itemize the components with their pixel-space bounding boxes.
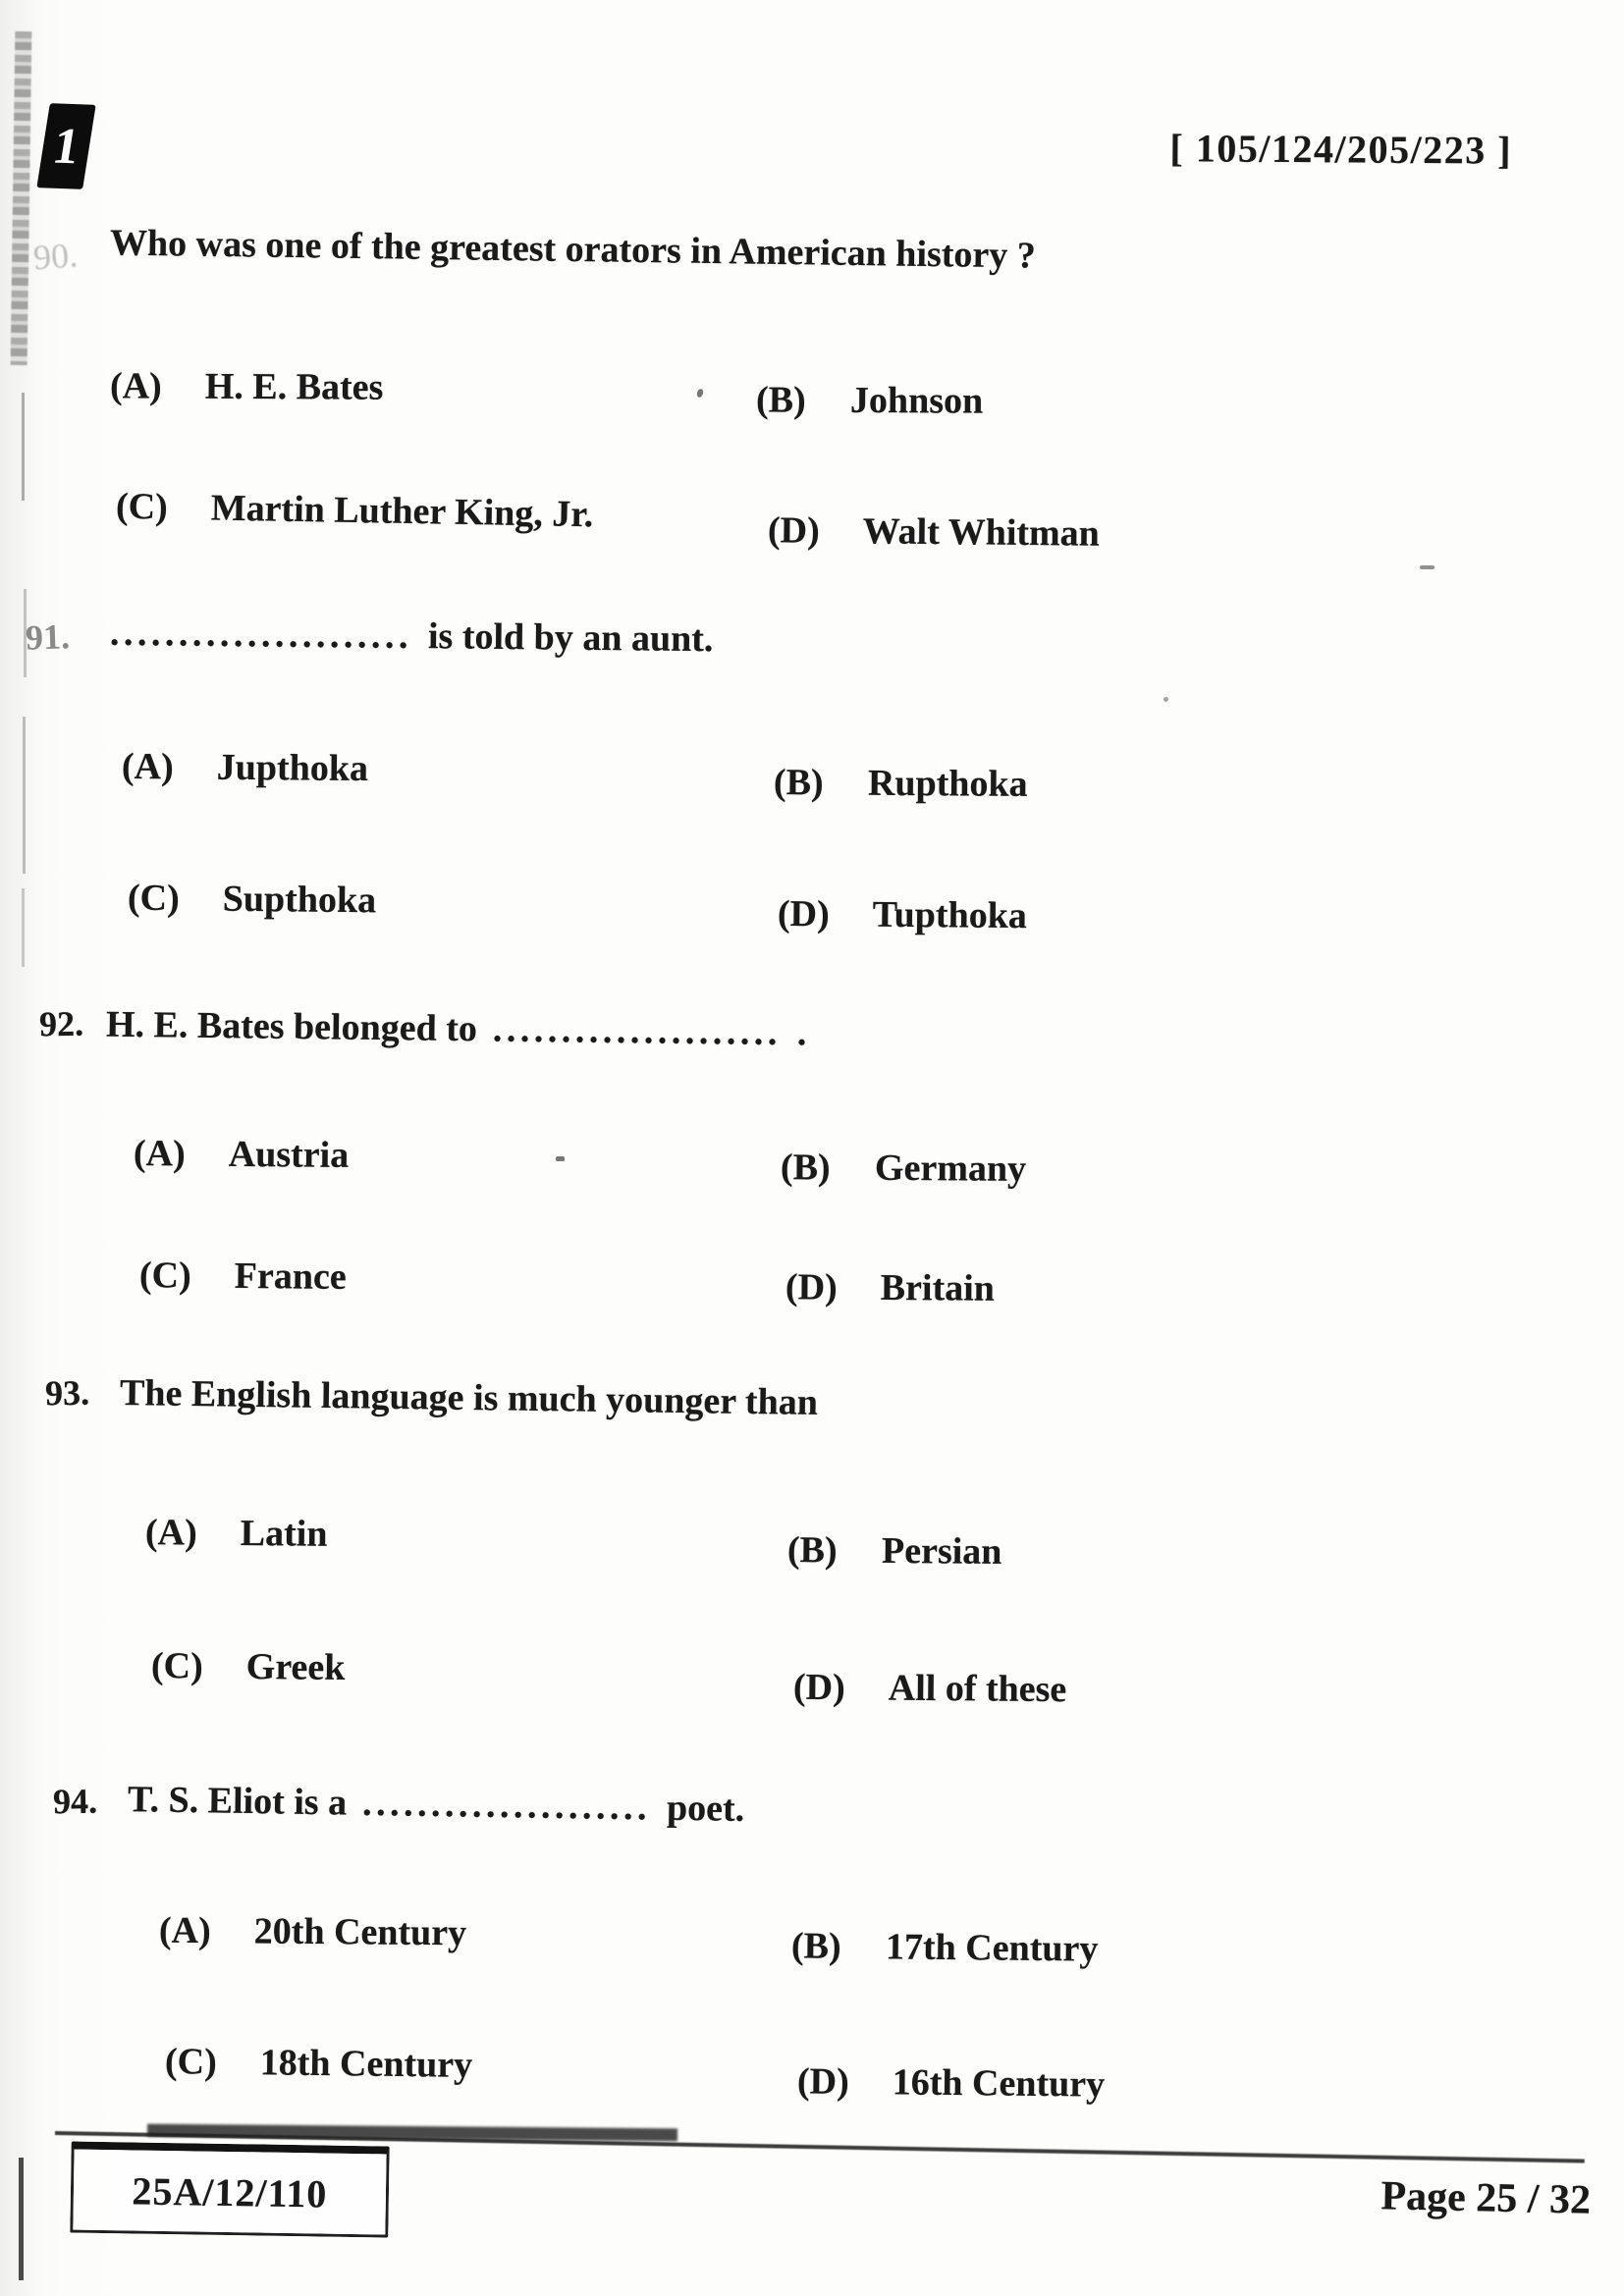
question-text-main: T. S. Eliot is a — [127, 1779, 348, 1824]
option-label: (D) — [796, 2060, 849, 2103]
option-label: (A) — [158, 1909, 211, 1952]
option-label: (B) — [790, 1925, 841, 1967]
option-text: Latin — [240, 1513, 328, 1555]
question-number: 94. — [52, 1781, 98, 1822]
option-label: (C) — [150, 1644, 203, 1687]
option-text: Austria — [228, 1133, 350, 1176]
page-indicator: Page 25 / 32 — [1380, 2173, 1592, 2223]
option-92-c — [139, 1254, 347, 1299]
option-text: Greek — [245, 1645, 346, 1689]
question-text — [128, 1778, 745, 1831]
option-label: (D) — [792, 1666, 845, 1709]
option-label: (A) — [109, 365, 162, 407]
option-label: (C) — [127, 877, 180, 920]
ink-speck — [696, 388, 704, 398]
option-label: (D) — [785, 1266, 838, 1308]
option-92-a — [134, 1132, 350, 1177]
option-91-b — [774, 761, 1028, 806]
question-text-main: The English language is much younger than — [119, 1372, 819, 1423]
option-label: (A) — [121, 745, 174, 788]
option-text: Johnson — [849, 379, 984, 422]
option-text: Britain — [880, 1266, 996, 1309]
question-number: 93. — [44, 1372, 90, 1414]
question-number: 90. — [31, 235, 80, 278]
scan-mark — [22, 888, 25, 967]
option-text: 18th Century — [259, 2042, 473, 2086]
ink-speck — [1420, 565, 1435, 569]
option-94-d — [797, 2059, 1106, 2106]
option-label: (B) — [780, 1147, 831, 1189]
dotted-blank: ..................... — [492, 1008, 783, 1054]
scan-mark — [22, 393, 25, 501]
question-text — [110, 612, 714, 661]
scan-edge-artifact — [11, 31, 32, 365]
dotted-blank: ...................... — [109, 612, 413, 658]
option-text: Rupthoka — [867, 762, 1028, 805]
corner-tag-label: 1 — [49, 118, 83, 175]
question-text — [106, 1003, 807, 1055]
option-label: (C) — [138, 1255, 191, 1297]
ink-speck — [556, 1156, 565, 1161]
option-text: 17th Century — [885, 1926, 1099, 1970]
option-text: Tupthoka — [872, 893, 1027, 937]
option-91-a — [122, 745, 368, 790]
question-text-main: H. E. Bates belonged to — [105, 1003, 478, 1050]
option-92-d — [785, 1265, 995, 1309]
option-text: 20th Century — [253, 1910, 467, 1954]
option-text: 16th Century — [892, 2061, 1106, 2106]
ink-speck — [1164, 697, 1168, 702]
option-label: (A) — [144, 1512, 197, 1554]
option-text: Germany — [874, 1147, 1027, 1190]
option-text: France — [234, 1255, 347, 1298]
footer-ink-smear — [147, 2124, 677, 2142]
option-label: (C) — [115, 485, 169, 528]
scan-mark — [23, 717, 26, 874]
option-label: (B) — [755, 379, 806, 421]
booklet-code: 25A/12/110 — [132, 2167, 328, 2216]
option-91-d — [778, 892, 1027, 937]
corner-tag — [36, 103, 95, 189]
option-label: (D) — [767, 509, 820, 552]
dotted-blank: ..................... — [361, 1782, 652, 1829]
option-90-d — [768, 508, 1100, 556]
question-text-main: is told by an aunt. — [427, 615, 714, 661]
option-text: Walt Whitman — [862, 510, 1101, 555]
option-label: (B) — [786, 1529, 838, 1572]
option-94-b — [791, 1924, 1099, 1970]
question-text-tail: . — [796, 1012, 807, 1054]
question-text-tail: poet. — [666, 1787, 745, 1830]
option-text: H. E. Bates — [204, 365, 384, 408]
question-text-main: Who was one of the greatest orators in American history ? — [109, 222, 1037, 277]
question-text — [120, 1371, 818, 1424]
scan-mark-bottom — [19, 2158, 24, 2280]
option-93-a — [145, 1511, 328, 1556]
booklet-code-box — [70, 2141, 389, 2237]
option-text: Persian — [881, 1529, 1002, 1573]
option-label: (B) — [773, 762, 824, 804]
option-91-c — [128, 877, 377, 923]
option-label: (D) — [777, 892, 830, 935]
option-90-b — [756, 378, 983, 422]
option-text: Martin Luther King, Jr. — [210, 487, 594, 536]
option-90-c — [116, 485, 594, 536]
option-93-d — [793, 1666, 1067, 1711]
option-text: Supthoka — [222, 878, 377, 922]
option-92-b — [781, 1146, 1026, 1191]
question-text — [110, 221, 1036, 277]
option-94-a — [159, 1909, 467, 1955]
option-text: Jupthoka — [216, 746, 369, 790]
option-94-c — [165, 2040, 473, 2087]
option-93-c — [151, 1644, 346, 1689]
option-93-b — [787, 1528, 1002, 1574]
question-number: 91. — [25, 616, 71, 658]
question-paper-code: [ 105/124/205/223 ] — [1169, 126, 1513, 173]
question-number: 92. — [38, 1003, 84, 1044]
option-text: All of these — [888, 1667, 1067, 1711]
option-90-a — [110, 364, 384, 408]
option-label: (A) — [133, 1133, 186, 1175]
option-label: (C) — [164, 2041, 218, 2083]
